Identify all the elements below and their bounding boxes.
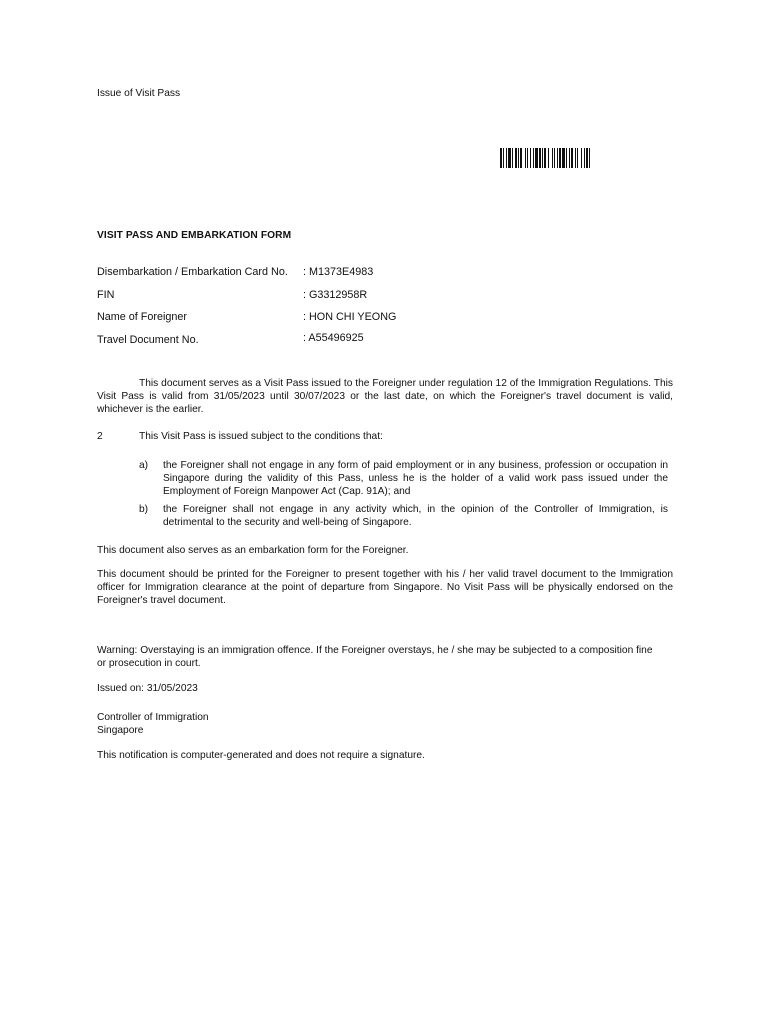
section-text: This Visit Pass is issued subject to the conditions that: <box>139 431 383 442</box>
footer-note: This notification is computer-generated and does not require a signature. <box>97 750 425 761</box>
field-travel-document <box>97 333 657 347</box>
condition-letter: a) <box>139 460 149 471</box>
field-label: Name of Foreigner <box>97 311 188 323</box>
field-value: : M1373E4983 <box>303 266 374 278</box>
print-note: This document should be printed for the Foreigner to present together with his / her valid travel document to the Immigration officer for Immigration clearance at the point of departure from Singapore. No Visit Pass will be physically endorsed on the Foreigner's travel document. <box>97 569 673 606</box>
section-number: 2 <box>97 431 103 442</box>
signatory-country: Singapore <box>97 725 144 736</box>
field-value: : A55496925 <box>303 332 364 344</box>
embarkation-note: This document also serves as an embarkation form for the Foreigner. <box>97 545 409 556</box>
field-label: FIN <box>97 289 115 301</box>
signatory-title: Controller of Immigration <box>97 712 209 723</box>
issued-on: Issued on: 31/05/2023 <box>97 683 198 694</box>
field-fin <box>97 289 657 303</box>
condition-letter: b) <box>139 504 149 515</box>
field-label: Travel Document No. <box>97 334 199 346</box>
field-value: : G3312958R <box>303 289 368 301</box>
barcode-icon <box>500 148 626 168</box>
condition-text: the Foreigner shall not engage in any activity which, in the opinion of the Controller of Immigration, is detrimental to the security and well-being of Singapore. <box>163 504 668 528</box>
field-label: Disembarkation / Embarkation Card No. <box>97 266 288 278</box>
field-value: : HON CHI YEONG <box>303 311 397 323</box>
field-card-number <box>97 266 657 280</box>
warning-text: Warning: Overstaying is an immigration offence. If the Foreigner overstays, he / she may be subjected to a composition fine or prosecution in court. <box>97 645 653 669</box>
condition-text: the Foreigner shall not engage in any form of paid employment or in any business, profession or occupation in Singapore during the validity of this Pass, unless he is the holder of a valid work pass issued under the Employment of Foreign Manpower Act (Cap. 91A); and <box>163 460 668 497</box>
form-title: VISIT PASS AND EMBARKATION FORM <box>97 230 292 241</box>
field-name-of-foreigner <box>97 311 657 325</box>
page-header: Issue of Visit Pass <box>97 88 181 99</box>
intro-paragraph: This document serves as a Visit Pass issued to the Foreigner under regulation 12 of the Immigration Regulations. This Visit Pass is valid from 31/05/2023 until 30/07/2023 or the last date, on which the Foreigner's travel document is valid, whichever is the earlier. <box>97 378 673 415</box>
